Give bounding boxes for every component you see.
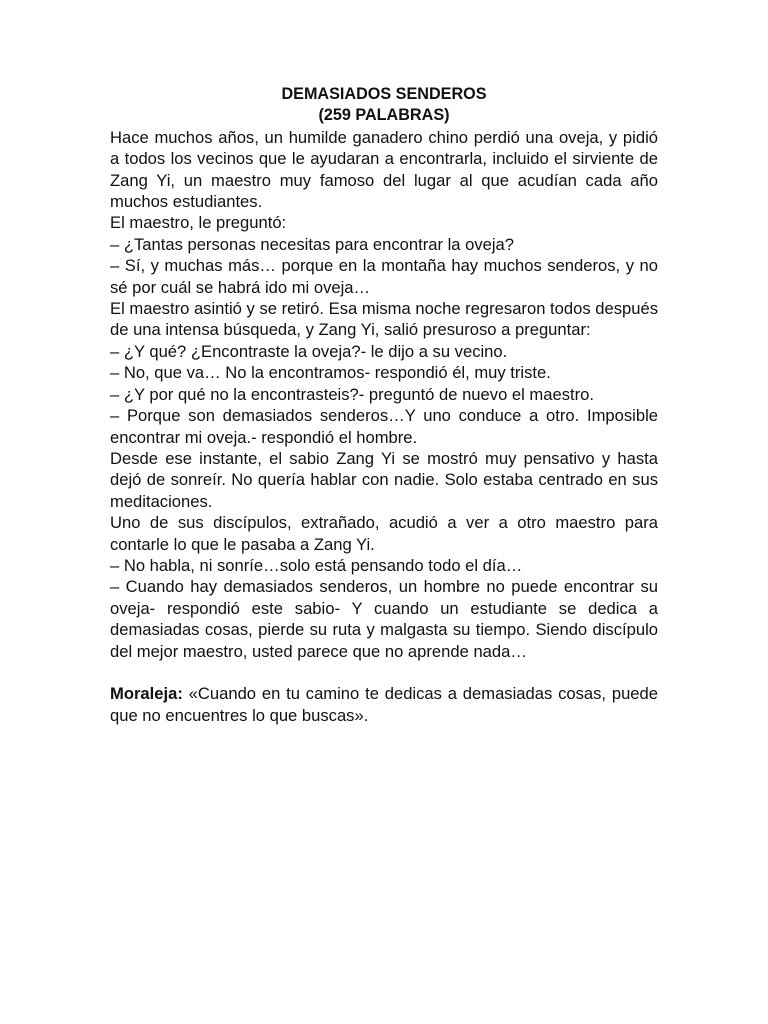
paragraph: El maestro, le preguntó: <box>110 213 287 233</box>
paragraph: – No, que va… No la encontramos- respondió él, muy triste. <box>110 363 551 383</box>
moral-paragraph <box>110 683 658 726</box>
paragraph: – Sí, y muchas más… porque en la montaña hay muchos senderos, y no sé por cuál se habrá ido mi oveja… <box>110 256 658 297</box>
paragraph: – ¿Y por qué no la encontrasteis?- preguntó de nuevo el maestro. <box>110 384 594 404</box>
title-block <box>110 84 658 127</box>
story-body <box>110 127 658 662</box>
document-page <box>110 84 658 726</box>
paragraph: – ¿Tantas personas necesitas para encontrar la oveja? <box>110 234 515 254</box>
paragraph: – ¿Y qué? ¿Encontraste la oveja?- le dijo a su vecino. <box>110 341 508 361</box>
blank-line <box>110 662 658 683</box>
paragraph: El maestro asintió y se retiró. Esa misma noche regresaron todos después de una intensa búsqueda, y Zang Yi, salió presuroso a preguntar: <box>110 299 658 340</box>
paragraph: Uno de sus discípulos, extrañado, acudió a ver a otro maestro para contarle lo que le pasaba a Zang Yi. <box>110 513 658 554</box>
moral-text: «Cuando en tu camino te dedicas a demasiadas cosas, puede que no encuentres lo que buscas». <box>110 684 658 725</box>
moral-label: Moraleja: <box>110 684 183 704</box>
paragraph: Desde ese instante, el sabio Zang Yi se mostró muy pensativo y hasta dejó de sonreír. No quería hablar con nadie. Solo estaba centrado en sus meditaciones. <box>110 448 658 511</box>
paragraph: – No habla, ni sonríe…solo está pensando todo el día… <box>110 555 523 575</box>
document-title: DEMASIADOS SENDEROS <box>281 85 487 103</box>
paragraph: Hace muchos años, un humilde ganadero chino perdió una oveja, y pidió a todos los vecinos que le ayudaran a encontrarla, incluido el sirviente de Zang Yi, un maestro muy famoso del lugar al que acudían cada año muchos estudiantes. <box>110 127 658 212</box>
document-subtitle: (259 PALABRAS) <box>318 106 450 125</box>
paragraph: – Cuando hay demasiados senderos, un hombre no puede encontrar su oveja- respondió este sabio- Y cuando un estudiante se dedica a demasiadas cosas, pierde su ruta y malgasta su tiempo. Siendo discípulo del mejor maestro, usted parece que no aprende nada… <box>110 577 658 661</box>
paragraph: – Porque son demasiados senderos…Y uno conduce a otro. Imposible encontrar mi oveja.- respondió el hombre. <box>110 406 658 447</box>
